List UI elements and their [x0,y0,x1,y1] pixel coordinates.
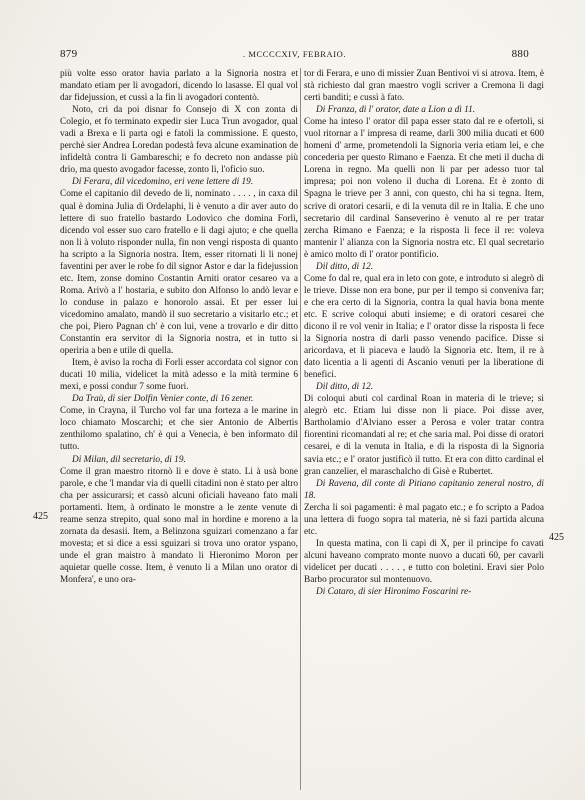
section-heading: Di Franza, di l' orator, date a Lion a dì 11. [316,105,476,116]
paragraph: In questa matina, con li capi di X, per il principe fo cavati alcuni haveano comprato monte nuovo a ducati 60, per cavarli videlicet per ducati . . . . , e tutto con boletini. Eravi sier Polo Barbo procurator sul montenuovo. [304,538,544,585]
right-column [304,68,544,796]
paragraph: tor di Ferara, e uno di missier Zuan Bentivoi vi si atrova. Item, è stà richiesto dal gran maestro vogli scriver a Cremona li dagi certi banditi; e cussì à fato. [304,69,544,104]
paragraph: Come il gran maestro ritornò lì e dove è stato. Li à usà bone parole, e che 'l mandar via di quelli citadini non è stato per altro cha per assicurarsi; et cassò alcuni oficiali haveano fato mali portamenti. Item, à ordinato le monstre a le zente venute di reame senza strepito, qual sono mal in hordine e moreno a la zornata da desasii. Item, a Belinzona sguizari comenzano a far movesta; et si dice a essi sguizari si trova uno orator yspano, unde el gran maistro à mandato li Hieronimo Moron per aquietar quelle cosse. Item, è venuto li a Milan uno orator di Monfera', e uno ora- [60,466,298,585]
page-header [60,48,529,64]
left-page-number: 879 [60,48,78,60]
right-page-number: 880 [511,48,529,60]
section-heading: Di Ravena, dil conte di Pitiano capitanio zeneral nostro, di 18. [304,478,544,501]
section-heading: Di Cataro, di sier Hironimo Foscarini re- [316,587,472,598]
section-heading: Di Ferara, dil vicedomino, eri vene lettere di 19. [72,177,254,188]
left-column [60,68,298,796]
paragraph: più volte esso orator havia parlato a la Signoria nostra et mandato etiam per li avogadori, dicendo lo lasasse. El qual vol dar fidejussion, et cussì a la fin li avogadori contentò. [60,69,298,104]
paragraph: Come, in Crayna, il Turcho vol far una forteza a le marine in loco chiamato Moscarchi; et che sier Antonio de Albertis zenthilomo spalatino, ch' è qui a Venecia, è ben informato dil tutto. [60,406,298,453]
section-heading: Dil ditto, di 12. [316,382,374,393]
paragraph: Noto, cri da poi disnar fo Consejo di X con zonta di Colegio, et fo terminato expedir sier Luca Trun avogador, qual vadi a Brexa e li parta ogi e fatoli la commissione. E questo, perchè sier Andrea Loredan podestà feva alcune examination de infideltà contra li Gambareschi; e fo decreto non andasse più drio, ma questo avogador facesse, zonto lì, l'oficio suo. [60,105,298,176]
paragraph: Come fo dal re, qual era in leto con gote, e introduto si alegrò di le trieve. Disse non era bone, pur per il tempo si conveniva far; e che era certo di la Signoria, contra la qual havia bona mente etc. E scrive coloqui abuti insieme; e di oratori cesarei che dicono il re vol venir in Italia; e l' orator disse la risposta li fece la Signoria nostra di darli passo venendo pacifice. Disse si aricordava, et li piaceva e laudò la Signoria etc. Item, il re à dato licentia a li agenti di Ascanio venuti per la liberatione di benefici. [304,273,544,381]
section-heading: Di Milan, dil secretario, di 19. [72,454,186,465]
running-title: . MCCCCXIV, FEBRAIO. [242,49,347,59]
column-divider [300,68,301,790]
left-margin-number: 425 [33,511,48,522]
paragraph: Zercha li soi pagamenti: è mal pagato etc.; e fo scripto a Padoa una lettera di fuogo sopra tal materia, nè si fazi partida alcuna etc. [304,502,544,537]
section-heading: Dil ditto, di 12. [316,261,374,272]
paragraph: Come ha inteso l' orator dil papa esser stato dal re e ofertoli, si vuol ritornar a l' impresa di reame, darli 300 milia ducati et 600 homeni d' arme, prometendoli la Signoria veria etiam lei, e che concederia per questo Rimano e Faenza. Et che meti il ducha di Lorena in regno. Ma quelli non li par per adesso tuor tal impresa; poi non voleno il ducha di Lorena. Et è zonto di Spagna le trieve per 3 anni, con questo, chi ha si tegna. Item, scrive di oratori cesarii, e di la venuta dil re in Italia. E che uno secretario dil cardinal Sanseverino è venuto al re per tratar zercha Rimano e Faenza; e la risposta li fece il re: voleva mantenir l' alianza con la Signoria nostra etc. El qual secretario è amico molto di l' orator pontificio. [304,117,544,260]
section-heading: Da Traù, di sier Dolfin Venier conte, di 16 zener. [72,394,254,405]
right-margin-number: 425 [549,532,564,543]
paragraph: Come el capitanio dil devedo de li, nominato . . . . , in caxa dil qual è domina Julia di Ordelaphi, li è venuto a dir aver auto do lettere di suo fratello bastardo Lodovico che domina Forlì, dicendo vol esser suo caro fratello e li dagi ajuto; e che quella non li à voluto risponder nulla, fin non vengi risposta di quanto ha scripto a la Signoria nostra. Item, esser ritornati li li nonej faventini per aver le robe fo dil signor Astor e dar la fidejussion etc. Item, zonse domino Costantin Arniti orator cesareo va a Roma. Arivò a l' hostaria, e subito don Alfonso lo andò levar e lo conduse in palazo e honorolo assai. Et per esser lui vicedomino amalato, mandò il suo secretario a visitarlo etc.; et che poi, Piero Pagnan ch' è con lui, vene a trovarlo e dir ditto Constantin era servitor di la Signoria nostra, et in tutto si operiria a ben e utile di quella. [60,189,298,357]
paragraph: Di coloqui abuti col cardinal Roan in materia di le trieve; si alegrò etc. Etiam lui disse non li piace. Poi disse aver, Bartholamio d'Alviano esser a Perosa e voler tratar contra fiorentini ricomandati al re; et che saria mal. Poi disse di oratori cesarei, e di la venuta in Italia, e di la risposta di la Signoria savia etc.; e l' orator justificò il tutto. Et era con ditto cardinal el gran canzelier, el maraschalcho di Gisè e Rubertet. [304,394,544,477]
paragraph: Item, è aviso la rocha di Forlì esser accordata col signor con ducati 10 milia, videlicet la mità adesso e la mità termine 6 mexi, e possi condur 7 some fuori. [60,358,298,393]
